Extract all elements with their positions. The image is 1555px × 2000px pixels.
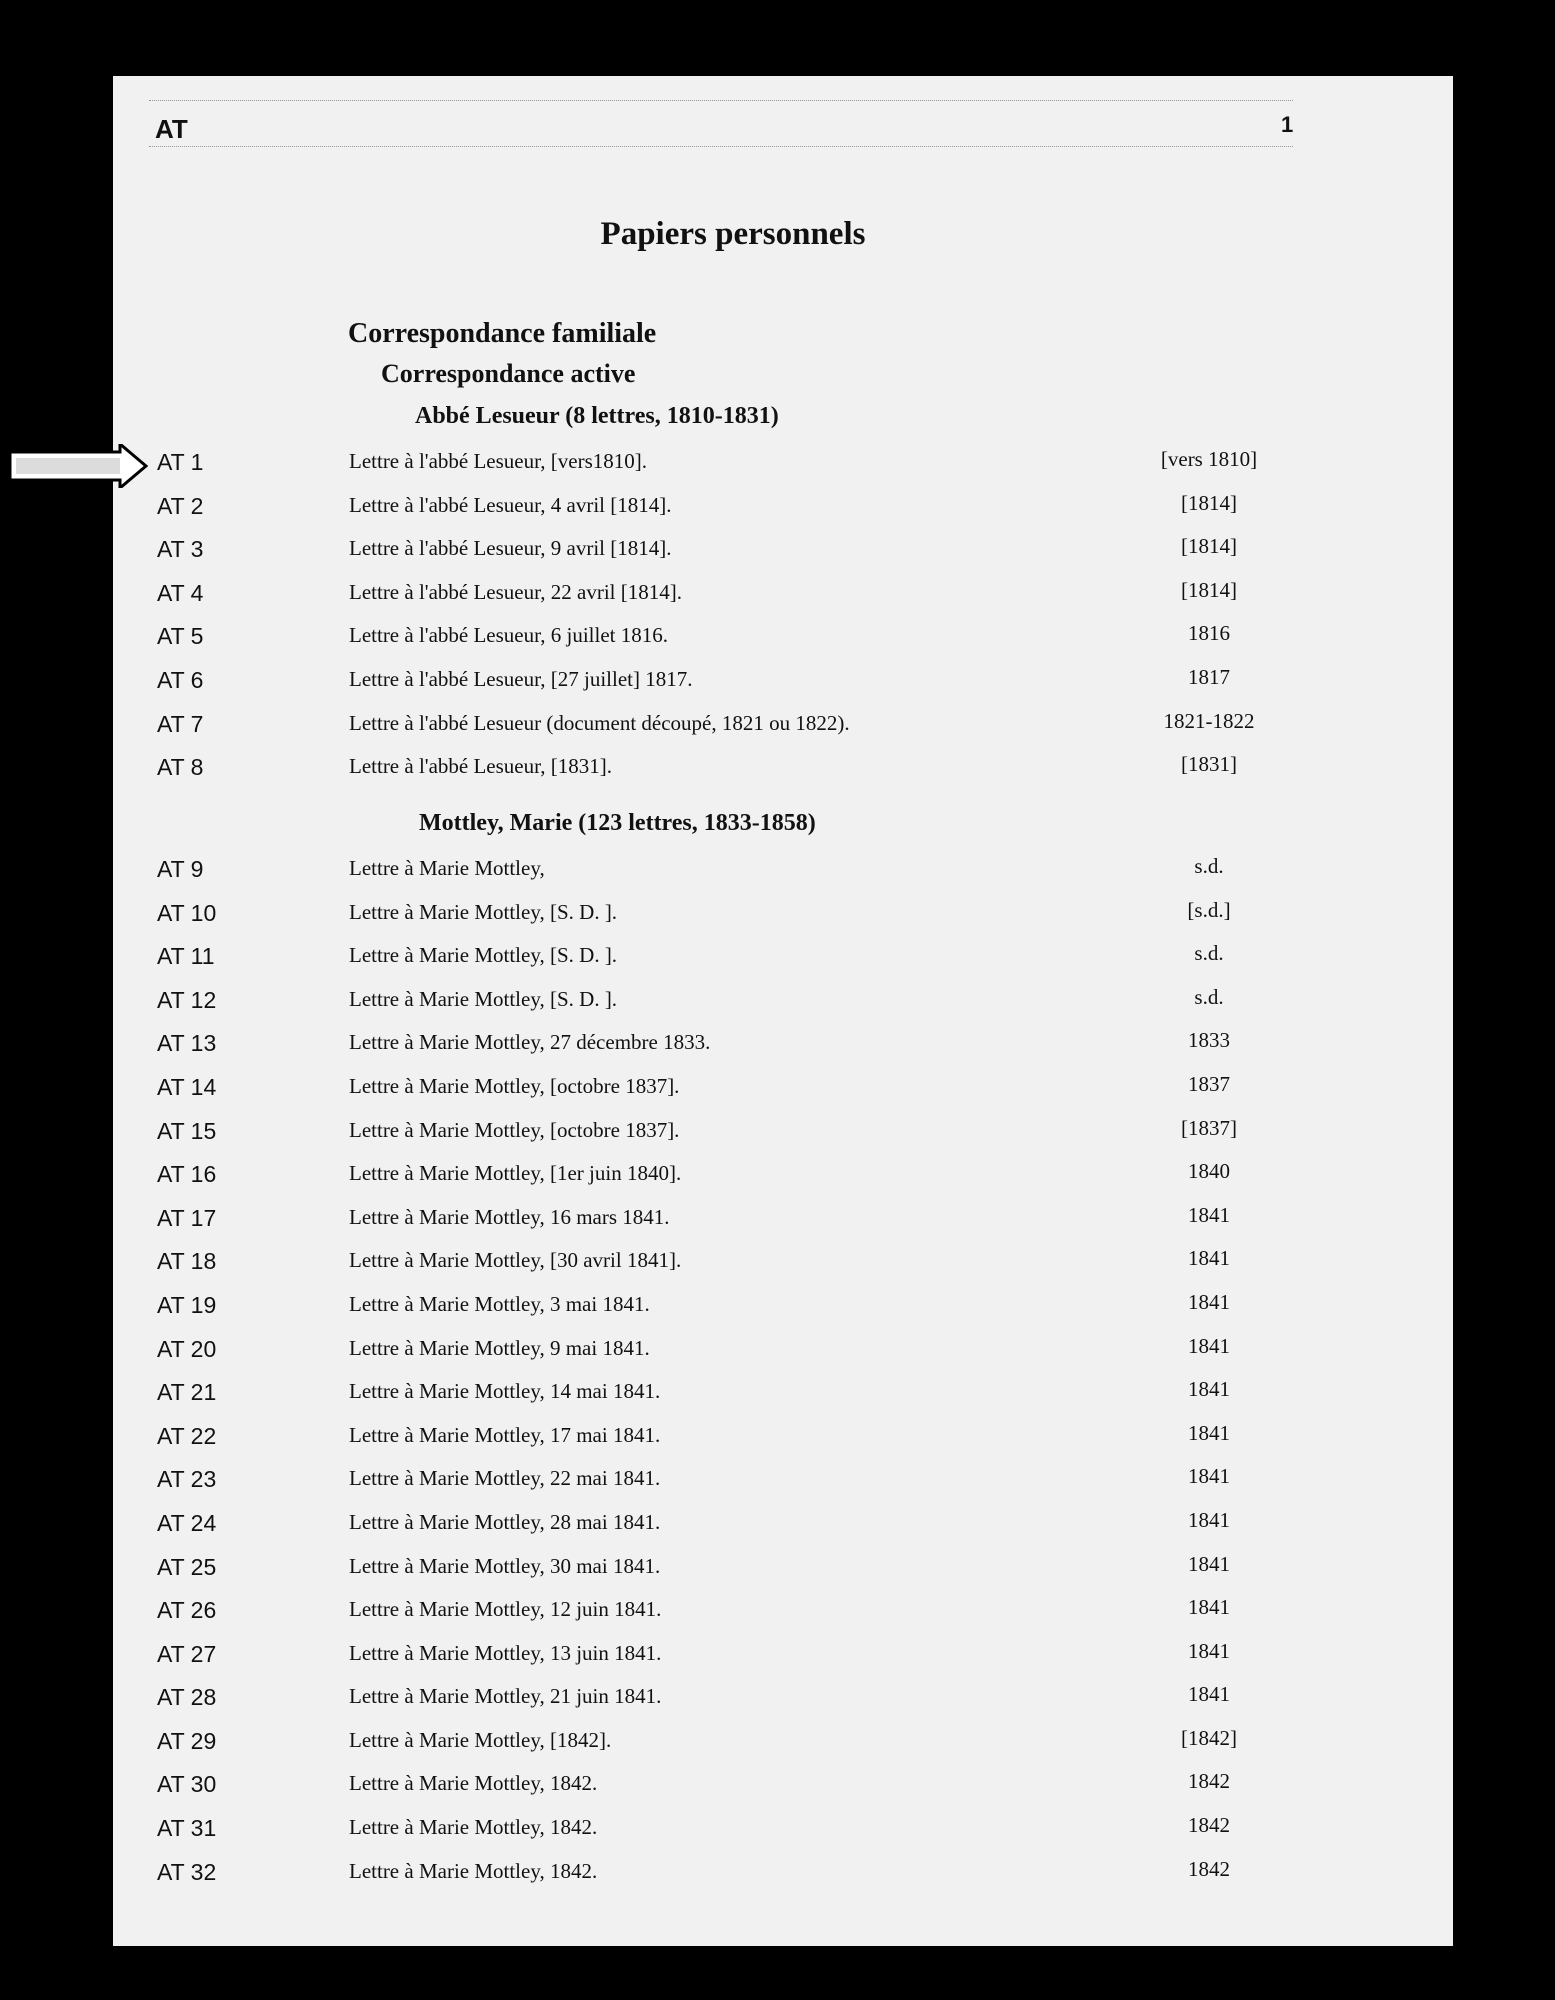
item-date: 1841 [1188,1551,1230,1576]
item-description: Lettre à l'abbé Lesueur, [1831]. [349,754,612,779]
subsection-heading: Correspondance active [381,359,636,388]
section-heading: Correspondance familiale [348,318,657,349]
item-date: s.d. [1194,854,1224,878]
item-description: Lettre à Marie Mottley, [30 avril 1841]. [349,1248,682,1273]
page-title: Papiers personnels [600,216,866,252]
item-date: 1842 [1188,1813,1230,1838]
item-code: AT 21 [157,1379,217,1406]
list-item[interactable] [113,1597,1453,1641]
item-code: AT 6 [157,666,204,693]
list-item[interactable] [113,1507,1453,1554]
item-date: 1840 [1188,1159,1230,1184]
item-description: Lettre à Marie Mottley, 12 juin 1841. [349,1597,662,1622]
item-description: Lettre à Marie Mottley, 1842. [349,1771,598,1796]
item-code: AT 20 [157,1335,217,1362]
list-item[interactable] [113,1115,1453,1162]
item-date: 1821-1822 [1163,708,1255,733]
item-date: [1831] [1181,752,1237,777]
header-series-code: AT [155,114,188,144]
item-code: AT 9 [157,856,204,882]
item-code: AT 14 [157,1073,217,1100]
list-item[interactable] [113,1856,1453,1903]
item-date: 1816 [1188,621,1230,646]
item-code: AT 7 [157,710,204,737]
item-code: AT 22 [157,1422,217,1449]
item-date: s.d. [1194,984,1224,1009]
list-item[interactable] [113,1071,1453,1118]
list-item[interactable] [113,1466,1453,1510]
item-code: AT 29 [157,1727,217,1754]
item-description: Lettre à Marie Mottley, 30 mai 1841. [349,1553,661,1578]
item-code: AT 4 [157,579,204,606]
item-description: Lettre à Marie Mottley, 21 juin 1841. [349,1684,662,1709]
item-date: [1814] [1181,534,1237,559]
item-date: 1841 [1188,1595,1230,1620]
item-description: Lettre à l'abbé Lesueur, [27 juillet] 1817. [349,666,693,691]
list-item[interactable] [113,943,1453,987]
item-date: 1841 [1188,1246,1230,1271]
list-item[interactable] [113,1289,1453,1336]
list-item[interactable] [113,1815,1453,1859]
header-rule-bottom [149,146,1293,147]
list-item[interactable] [113,449,1453,493]
item-date: 1841 [1188,1682,1230,1707]
item-code: AT 5 [157,623,204,650]
item-date: [1814] [1181,490,1237,515]
list-item[interactable] [113,856,1453,900]
item-description: Lettre à Marie Mottley, 14 mai 1841. [349,1379,661,1404]
item-description: Lettre à l'abbé Lesueur, 22 avril [1814]. [349,579,682,604]
item-description: Lettre à Marie Mottley, [S. D. ]. [349,986,618,1011]
item-description: Lettre à Marie Mottley, 17 mai 1841. [349,1422,661,1447]
list-item[interactable] [113,1771,1453,1815]
item-description: Lettre à Marie Mottley, 9 mai 1841. [349,1335,650,1360]
list-item[interactable] [113,1379,1453,1423]
item-code: AT 18 [157,1248,217,1275]
item-date: [1814] [1181,577,1237,602]
item-date: 1817 [1188,664,1230,689]
list-item[interactable] [113,577,1453,624]
item-code: AT 16 [157,1161,217,1188]
list-item[interactable] [113,1161,1453,1205]
list-item[interactable] [113,1030,1453,1074]
item-code: AT 26 [157,1597,217,1624]
item-code: AT 23 [157,1466,217,1493]
item-description: Lettre à l'abbé Lesueur, 6 juillet 1816. [349,623,668,648]
item-description: Lettre à Marie Mottley, 22 mai 1841. [349,1466,661,1491]
list-item[interactable] [113,664,1453,711]
item-date: 1841 [1188,1638,1230,1663]
item-code: AT 8 [157,754,204,781]
list-item[interactable] [113,490,1453,537]
list-item[interactable] [113,1725,1453,1772]
item-date: 1841 [1188,1377,1230,1402]
list-item[interactable] [113,1333,1453,1380]
item-date: [s.d.] [1187,897,1231,922]
item-date: [vers 1810] [1160,447,1258,471]
item-description: Lettre à Marie Mottley, 16 mars 1841. [349,1204,670,1229]
item-description: Lettre à Marie Mottley, 1842. [349,1858,598,1883]
item-code: AT 25 [157,1553,217,1580]
item-date: 1841 [1188,1420,1230,1445]
item-description: Lettre à Marie Mottley, 1842. [349,1815,598,1840]
item-code: AT 24 [157,1509,217,1536]
list-item[interactable] [113,708,1453,755]
item-date: 1833 [1188,1028,1230,1053]
item-code: AT 17 [157,1204,217,1231]
item-code: AT 32 [157,1858,217,1885]
item-code: AT 10 [157,899,217,926]
list-item[interactable] [113,1420,1453,1467]
item-code: AT 31 [157,1815,217,1842]
item-description: Lettre à Marie Mottley, [349,856,545,880]
item-code: AT 3 [157,536,204,563]
group-heading-lesueur: Abbé Lesueur (8 lettres, 1810-1831) [415,403,779,429]
item-code: AT 1 [157,449,204,475]
item-date: 1841 [1188,1464,1230,1489]
item-code: AT 19 [157,1291,217,1318]
item-description: Lettre à Marie Mottley, [octobre 1837]. [349,1073,680,1098]
item-code: AT 28 [157,1684,217,1711]
document-page [113,76,1453,1946]
list-item[interactable] [113,1638,1453,1685]
item-description: Lettre à l'abbé Lesueur, [vers1810]. [349,449,647,473]
item-description: Lettre à Marie Mottley, [S. D. ]. [349,899,618,924]
item-description: Lettre à l'abbé Lesueur, 9 avril [1814]. [349,536,672,561]
item-date: 1841 [1188,1507,1230,1532]
page-number: 1 [1281,112,1294,137]
list-item[interactable] [113,984,1453,1031]
list-item[interactable] [113,897,1453,944]
item-date: s.d. [1194,941,1224,966]
header-rule-top [149,100,1293,101]
item-date: 1842 [1188,1856,1230,1881]
item-code: AT 13 [157,1030,217,1057]
group-rows-lesueur [113,449,1453,798]
item-date: 1841 [1188,1202,1230,1227]
arrow-right-icon [8,444,148,488]
item-description: Lettre à Marie Mottley, [S. D. ]. [349,943,618,968]
item-code: AT 15 [157,1117,217,1144]
group-heading-mottley: Mottley, Marie (123 lettres, 1833-1858) [419,810,816,836]
item-code: AT 27 [157,1640,217,1667]
item-description: Lettre à Marie Mottley, [1er juin 1840]. [349,1161,682,1186]
item-date: 1841 [1188,1289,1230,1314]
item-date: 1841 [1188,1333,1230,1358]
item-description: Lettre à Marie Mottley, 3 mai 1841. [349,1291,650,1316]
item-description: Lettre à Marie Mottley, 27 décembre 1833. [349,1030,711,1055]
item-description: Lettre à Marie Mottley, [1842]. [349,1727,612,1752]
item-code: AT 30 [157,1771,217,1798]
list-item[interactable] [113,1202,1453,1249]
item-date: 1837 [1188,1071,1230,1096]
item-description: Lettre à Marie Mottley, 13 juin 1841. [349,1640,662,1665]
list-item[interactable] [113,1551,1453,1598]
list-item[interactable] [113,1684,1453,1728]
list-item[interactable] [113,754,1453,798]
item-date: 1842 [1188,1769,1230,1794]
item-description: Lettre à l'abbé Lesueur (document découpé, 1821 ou 1822). [349,710,850,735]
item-code: AT 12 [157,986,217,1013]
item-date: [1837] [1181,1115,1237,1140]
list-item[interactable] [113,536,1453,580]
item-description: Lettre à l'abbé Lesueur, 4 avril [1814]. [349,492,672,517]
item-code: AT 11 [157,943,215,970]
list-item[interactable] [113,623,1453,667]
item-description: Lettre à Marie Mottley, 28 mai 1841. [349,1509,661,1534]
item-date: [1842] [1181,1725,1237,1750]
item-code: AT 2 [157,492,204,519]
group-rows-mottley [113,856,1453,1902]
item-description: Lettre à Marie Mottley, [octobre 1837]. [349,1117,680,1142]
list-item[interactable] [113,1248,1453,1292]
